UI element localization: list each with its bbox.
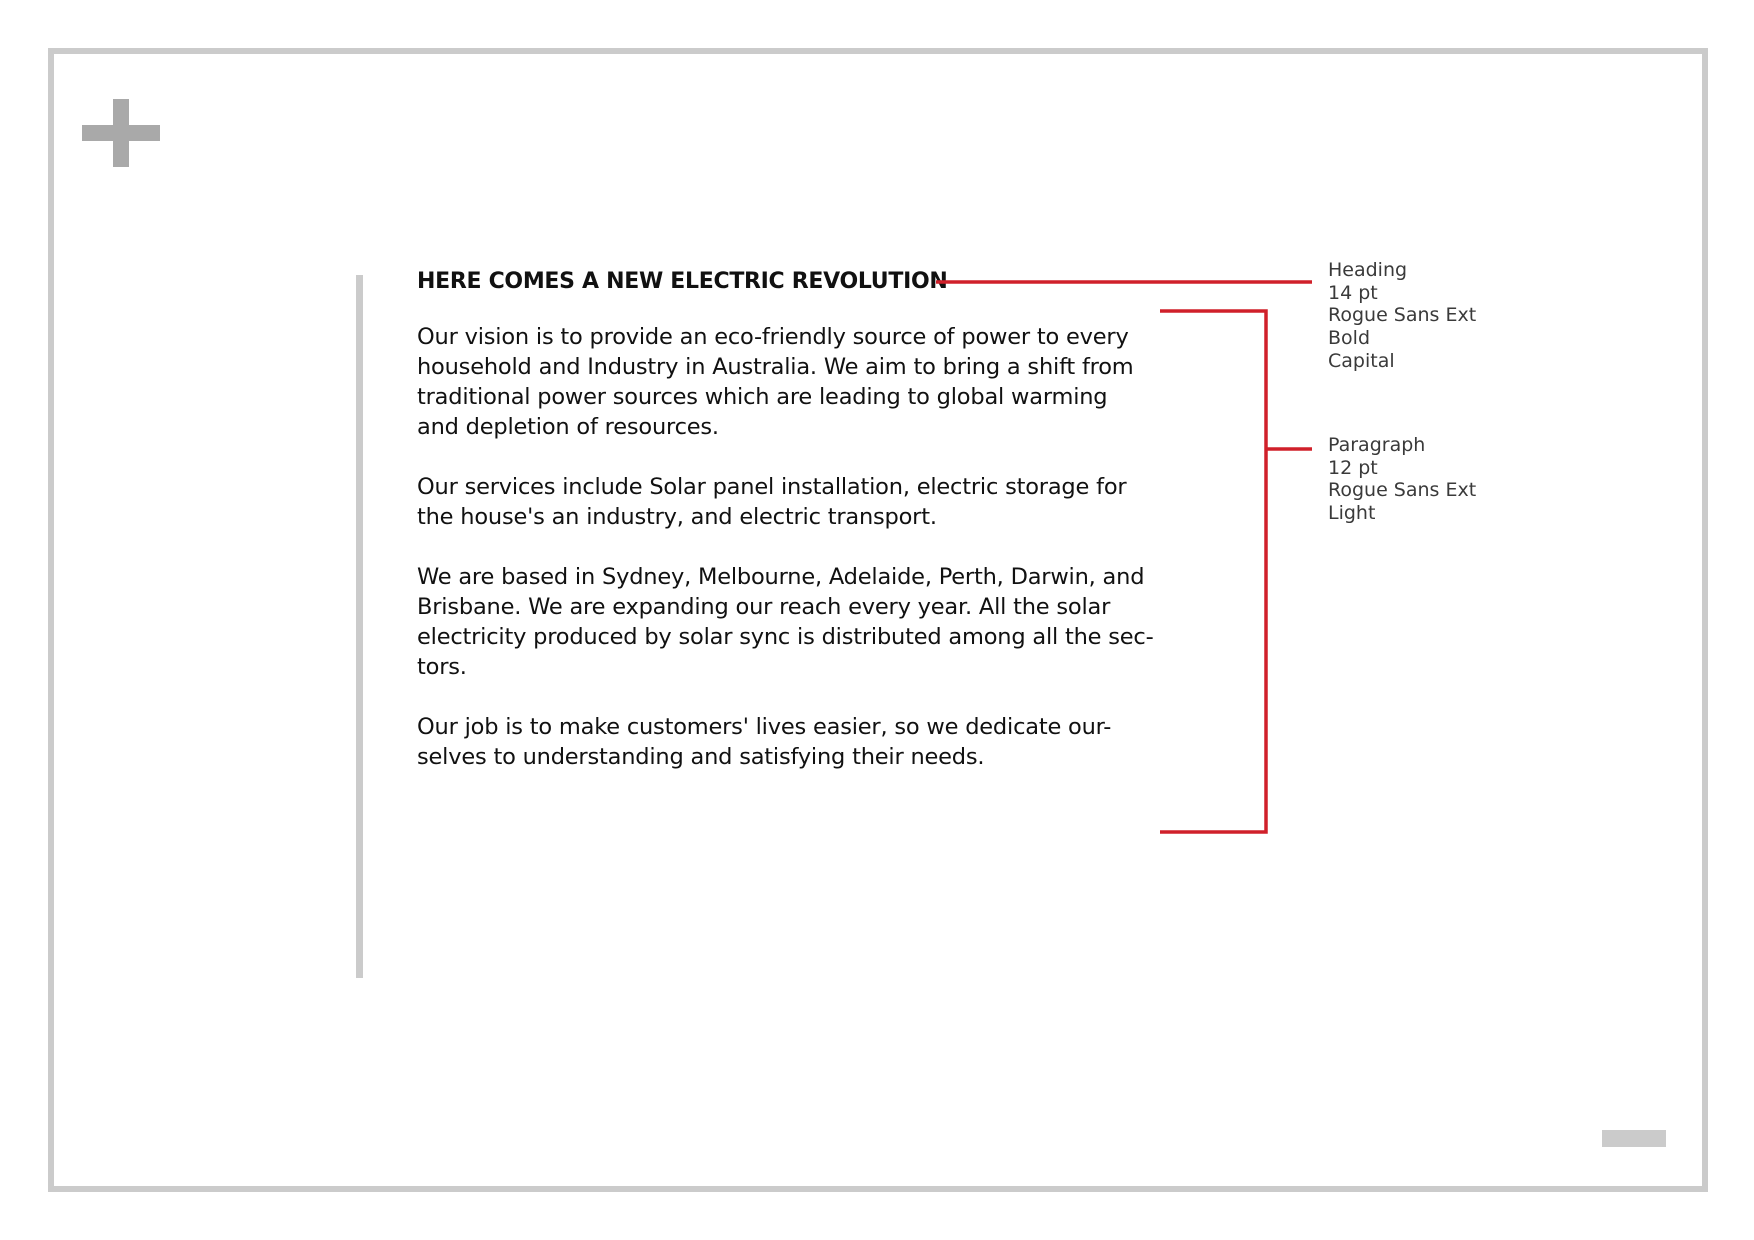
paragraph-line: Our job is to make customers' lives easier, so we dedicate our- xyxy=(417,714,1112,740)
paragraph-line: Brisbane. We are expanding our reach every year. All the solar xyxy=(417,594,1111,620)
sample-paragraph-4 xyxy=(417,712,1207,772)
typography-sample xyxy=(417,264,1207,772)
paragraph-line: electricity produced by solar sync is distributed among all the sec- xyxy=(417,624,1154,650)
spec-line: Light xyxy=(1328,502,1376,525)
paragraph-line: We are based in Sydney, Melbourne, Adelaide, Perth, Darwin, and xyxy=(417,564,1145,590)
paragraph-line: and depletion of resources. xyxy=(417,414,719,440)
spec-line: Capital xyxy=(1328,349,1395,372)
paragraph-line: Our vision is to provide an eco-friendly source of power to every xyxy=(417,324,1129,350)
spec-line: Heading xyxy=(1328,259,1408,281)
paragraph-line: the house's an industry, and electric transport. xyxy=(417,504,937,530)
sample-paragraph-2 xyxy=(417,472,1207,532)
vertical-margin-rule xyxy=(356,275,363,978)
spec-line: 12 pt xyxy=(1328,456,1378,479)
paragraph-line: traditional power sources which are leading to global warming xyxy=(417,384,1108,410)
spec-line: 14 pt xyxy=(1328,281,1378,304)
spec-line: Bold xyxy=(1328,327,1370,350)
page-number-tab xyxy=(1602,1130,1666,1147)
paragraph-line: Our services include Solar panel installation, electric storage for xyxy=(417,474,1127,500)
paragraph-line: tors. xyxy=(417,654,467,680)
heading-spec-label xyxy=(1328,259,1476,373)
paragraph-spec-label xyxy=(1328,434,1476,525)
sample-heading: HERE COMES A NEW ELECTRIC REVOLUTION xyxy=(417,269,948,294)
spec-line: Rogue Sans Ext xyxy=(1328,479,1477,502)
spec-line: Paragraph xyxy=(1328,434,1426,456)
sample-paragraph-1 xyxy=(417,322,1207,442)
plus-icon xyxy=(82,99,160,167)
sample-paragraph-3 xyxy=(417,562,1207,682)
paragraph-line: household and Industry in Australia. We aim to bring a shift from xyxy=(417,354,1134,380)
paragraph-line: selves to understanding and satisfying their needs. xyxy=(417,744,985,770)
spec-line: Rogue Sans Ext xyxy=(1328,304,1477,327)
